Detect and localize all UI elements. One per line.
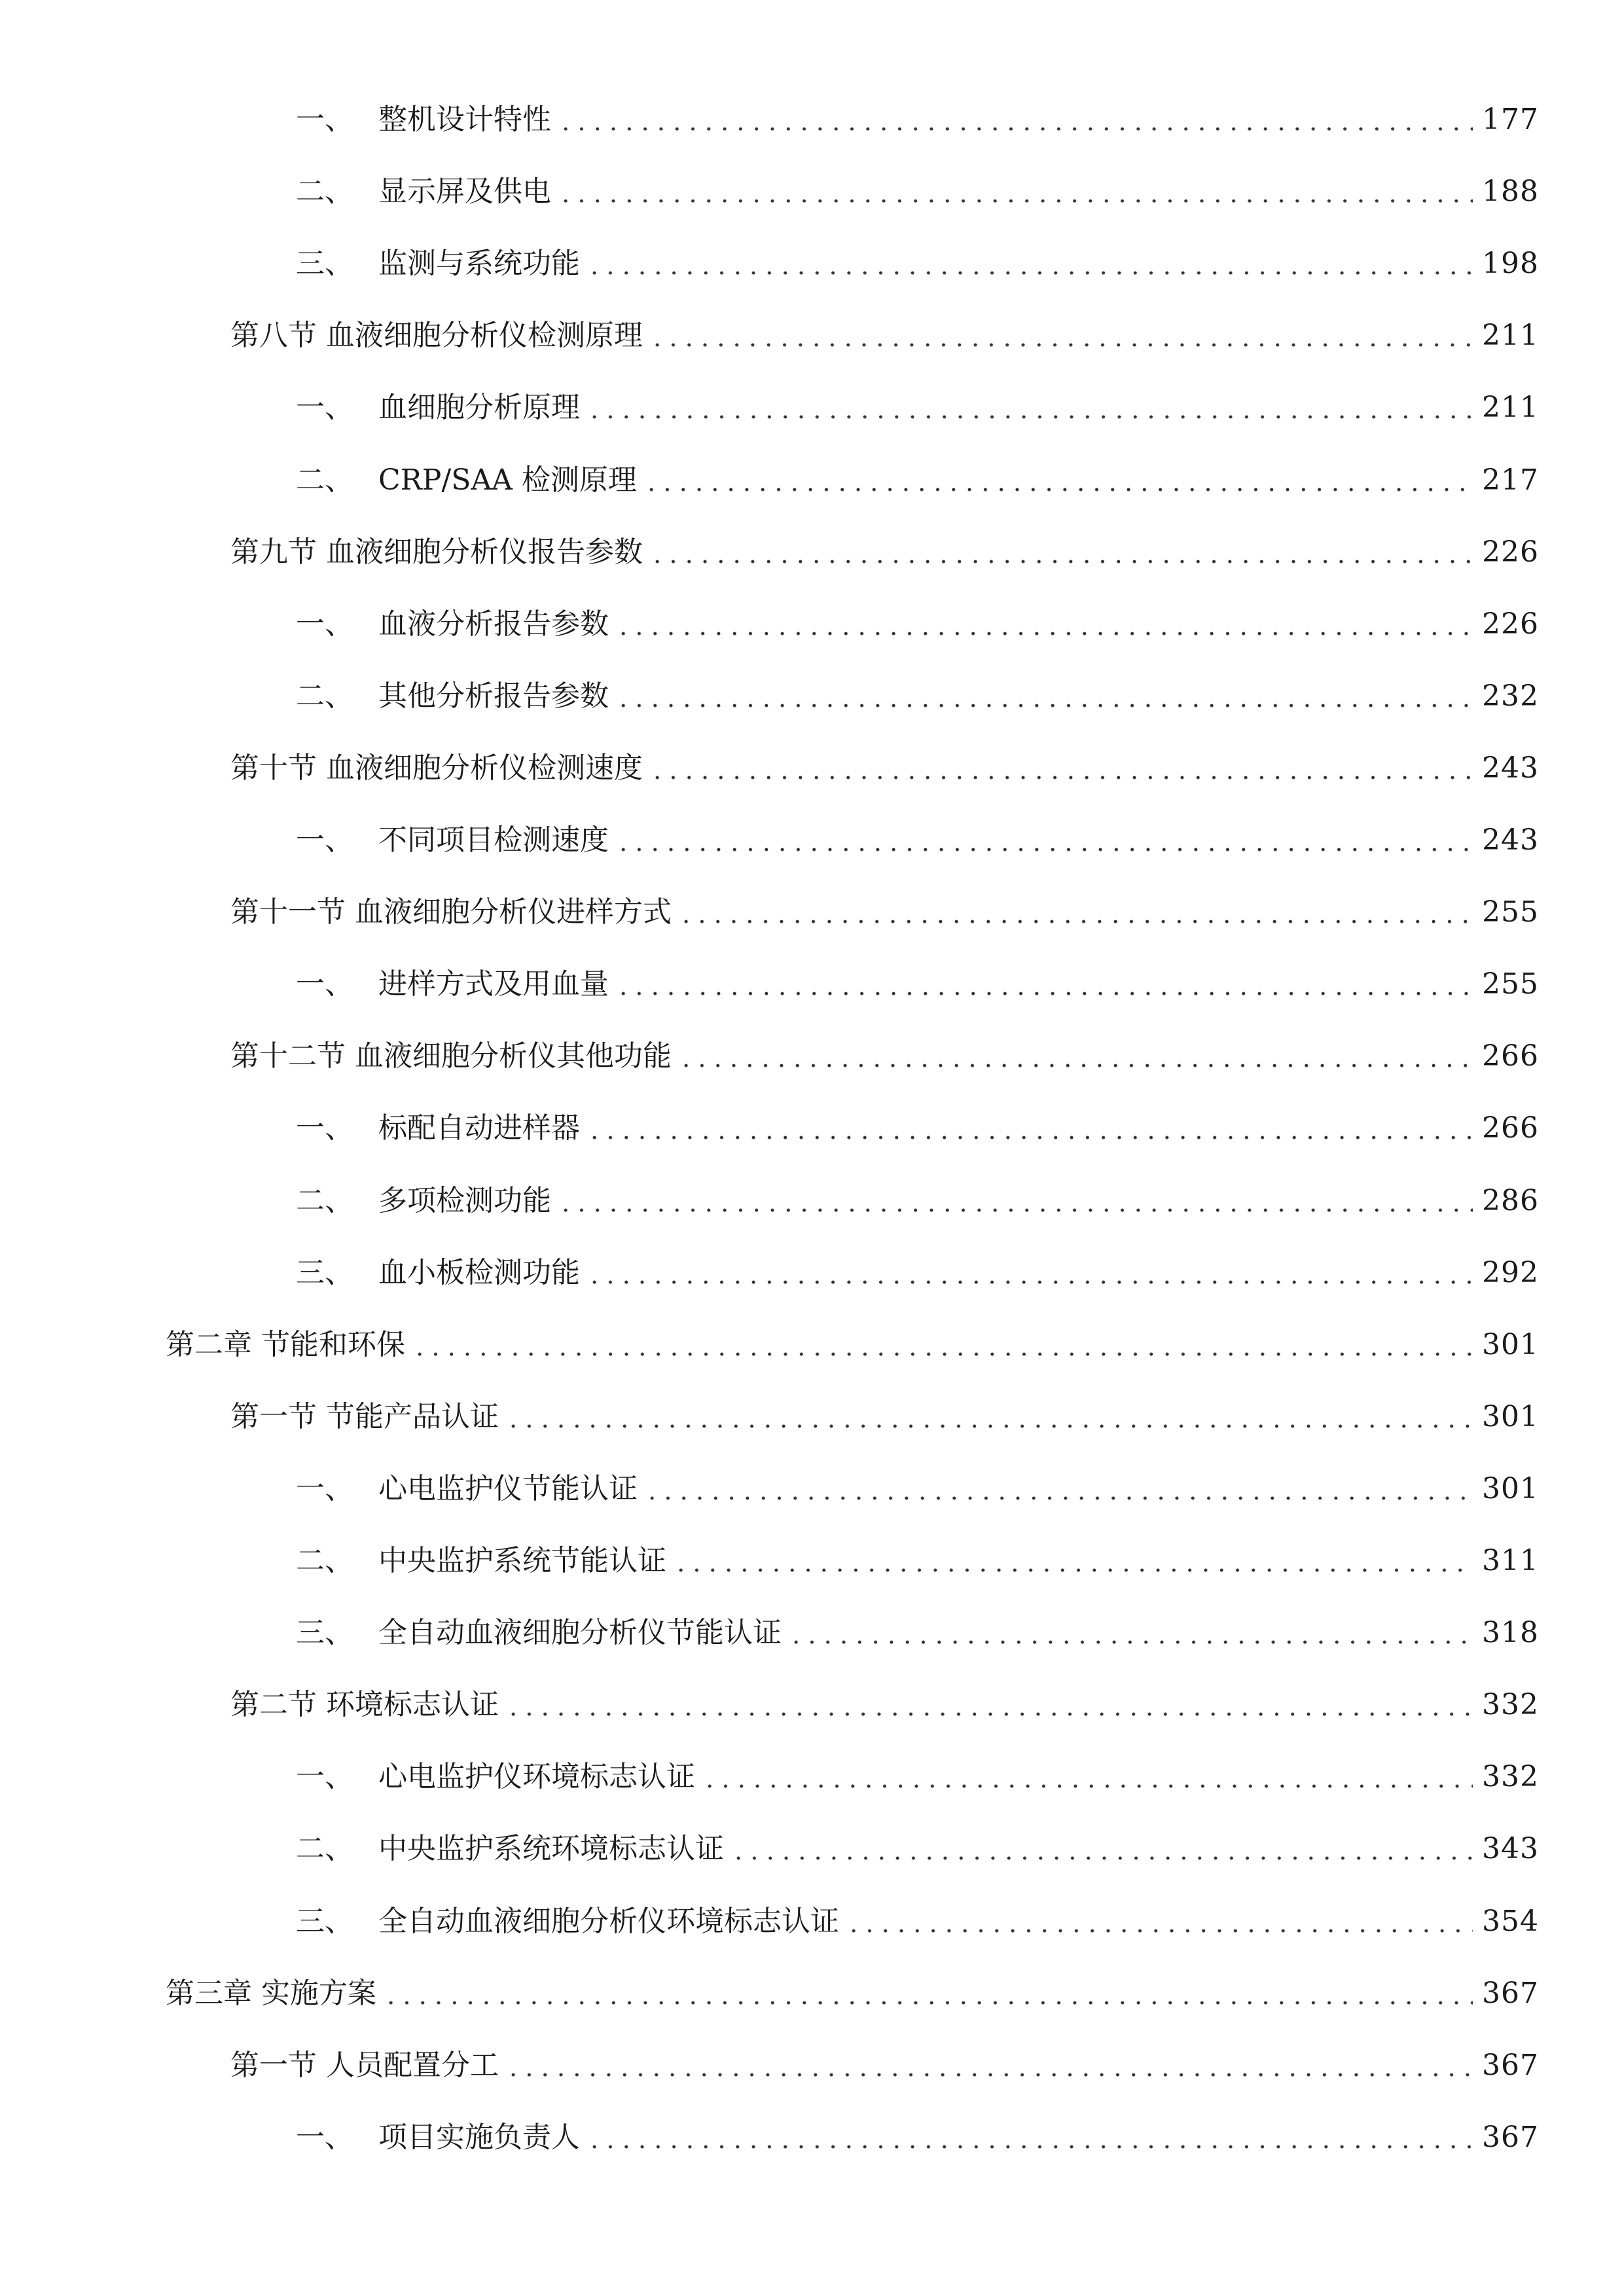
toc-entry[interactable] [296,814,1539,867]
toc-entry-title: 中央监护系统环境标志认证 [378,1832,724,1865]
toc-entry-title: 显示屏及供电 [378,175,551,208]
toc-page-number: 266 [1482,1111,1539,1145]
toc-page-number: 243 [1482,751,1539,785]
toc-dot-leader [678,920,1473,924]
toc-entry[interactable] [296,1535,1539,1587]
toc-entry-number: 一、 [296,1111,353,1145]
toc-page-number: 232 [1482,679,1539,713]
toc-dot-leader [846,1929,1473,1933]
toc-dot-leader [505,1424,1473,1428]
toc-entry-title: 血液分析报告参数 [378,607,609,641]
toc-dot-leader [383,2001,1473,2005]
toc-entry[interactable] [296,670,1539,723]
toc-page-number: 367 [1482,1977,1539,2010]
toc-entry-number: 一、 [296,103,353,136]
toc-entry-title: 不同项目检测速度 [378,823,609,857]
toc-dot-leader [649,560,1473,564]
toc-entry-number: 三、 [296,247,353,280]
toc-entry-number: 二、 [296,463,353,497]
toc-entry-title: 第二章 节能和环保 [166,1328,405,1361]
toc-entry[interactable] [230,310,1539,362]
toc-page-number: 226 [1482,607,1539,641]
toc-dot-leader [558,127,1473,131]
toc-entry-number: 二、 [296,1184,353,1217]
toc-page-number: 318 [1482,1616,1539,1649]
toc-page-number: 266 [1482,1039,1539,1073]
toc-entry-number: 一、 [296,823,353,857]
toc-page-number: 255 [1482,895,1539,929]
toc-entry[interactable] [230,1391,1539,1443]
toc-entry-title: 多项检测功能 [378,1184,551,1217]
toc-page-number: 301 [1482,1328,1539,1361]
toc-entry-title: 全自动血液细胞分析仪节能认证 [378,1616,782,1649]
toc-entry[interactable] [296,1175,1539,1227]
toc-entry-title: 标配自动进样器 [378,1111,580,1145]
toc-entry-title: 第八节 血液细胞分析仪检测原理 [230,319,643,352]
toc-entry-title: 第二节 环境标志认证 [230,1688,499,1721]
toc-entry[interactable] [296,598,1539,651]
toc-page-number: 343 [1482,1832,1539,1865]
toc-page-number: 217 [1482,463,1539,497]
toc-dot-leader [586,2145,1473,2149]
toc-entry-title: 第十节 血液细胞分析仪检测速度 [230,751,643,785]
toc-entry[interactable] [296,166,1539,218]
toc-entry-title: 血小板检测功能 [378,1256,580,1289]
toc-dot-leader [649,343,1473,347]
toc-entry[interactable] [296,382,1539,434]
toc-page-number: 286 [1482,1184,1539,1217]
toc-entry-number: 一、 [296,967,353,1001]
toc-entry-title: 整机设计特性 [378,103,551,136]
toc-dot-leader [615,848,1473,852]
toc-entry-title: 第三章 实施方案 [166,1977,376,2010]
toc-dot-leader [586,415,1473,419]
toc-dot-leader [615,632,1473,636]
toc-entry-number: 三、 [296,1256,353,1289]
toc-dot-leader [702,1784,1473,1788]
toc-entry[interactable] [230,1030,1539,1083]
toc-dot-leader [586,271,1473,275]
toc-page-number: 226 [1482,535,1539,569]
toc-entry[interactable] [230,526,1539,579]
toc-dot-leader [505,1712,1473,1716]
toc-entry-title: 进样方式及用血量 [378,967,609,1001]
toc-entry-title: 监测与系统功能 [378,247,580,280]
toc-entry-title: 第一节 人员配置分工 [230,2049,499,2082]
toc-entry-number: 二、 [296,679,353,713]
toc-dot-leader [644,1496,1473,1500]
toc-dot-leader [788,1640,1473,1644]
toc-entry[interactable] [296,958,1539,1011]
toc-entry[interactable] [296,1607,1539,1659]
toc-dot-leader [586,1136,1473,1139]
toc-entry-title: 第十二节 血液细胞分析仪其他功能 [230,1039,672,1073]
toc-entry-title: 全自动血液细胞分析仪环境标志认证 [378,1905,839,1938]
toc-entry-title: 第九节 血液细胞分析仪报告参数 [230,535,643,569]
toc-dot-leader [673,1568,1473,1572]
toc-dot-leader [586,1280,1473,1284]
toc-entry-title: 中央监护系统节能认证 [378,1544,666,1577]
toc-page-number: 292 [1482,1256,1539,1289]
toc-page-number: 198 [1482,247,1539,280]
toc-entry[interactable] [296,1895,1539,1948]
toc-dot-leader [678,1064,1473,1067]
toc-entry-number: 三、 [296,1616,353,1649]
toc-entry-title: CRP/SAA 检测原理 [378,463,637,497]
toc-dot-leader [505,2073,1473,2077]
toc-dot-leader [615,704,1473,708]
toc-entry-title: 第十一节 血液细胞分析仪进样方式 [230,895,672,929]
toc-entry[interactable] [296,2111,1539,2164]
toc-entry[interactable] [166,1967,1539,2020]
toc-entry-title: 血细胞分析原理 [378,391,580,424]
toc-entry[interactable] [230,1679,1539,1731]
toc-page-number: 332 [1482,1688,1539,1721]
toc-entry-title: 其他分析报告参数 [378,679,609,713]
toc-entry-number: 一、 [296,1760,353,1793]
toc-dot-leader [558,199,1473,203]
toc-dot-leader [643,488,1473,492]
toc-page-number: 301 [1482,1400,1539,1433]
toc-page-number: 311 [1482,1544,1539,1577]
toc-entry[interactable] [230,886,1539,939]
toc-entry[interactable] [230,2039,1539,2092]
toc-entry[interactable] [296,1463,1539,1515]
toc-dot-leader [412,1352,1473,1356]
toc-page-number: 255 [1482,967,1539,1001]
toc-entry[interactable] [166,1319,1539,1371]
toc-page-number: 177 [1482,103,1539,136]
toc-entry[interactable] [296,1102,1539,1155]
toc-entry-title: 第一节 节能产品认证 [230,1400,499,1433]
toc-entry-number: 一、 [296,2121,353,2154]
toc-page-number: 332 [1482,1760,1539,1793]
toc-entry-number: 二、 [296,175,353,208]
toc-dot-leader [558,1208,1473,1212]
toc-entry-number: 二、 [296,1832,353,1865]
toc-entry-number: 一、 [296,1472,353,1505]
toc-dot-leader [649,776,1473,780]
toc-dot-leader [731,1856,1473,1860]
toc-entry-number: 一、 [296,391,353,424]
toc-entry-number: 三、 [296,1905,353,1938]
toc-entry[interactable] [296,1823,1539,1875]
toc-page-number: 367 [1482,2121,1539,2154]
toc-entry-number: 一、 [296,607,353,641]
toc-entry-title: 项目实施负责人 [378,2121,580,2154]
toc-entry-title: 心电监护仪节能认证 [378,1472,638,1505]
toc-page-number: 211 [1482,391,1539,424]
toc-entry[interactable] [296,1247,1539,1299]
toc-entry[interactable] [230,742,1539,795]
toc-entry-title: 心电监护仪环境标志认证 [378,1760,695,1793]
toc-entry[interactable] [296,94,1539,146]
toc-entry[interactable] [296,454,1539,507]
toc-page-number: 301 [1482,1472,1539,1505]
toc-page-number: 243 [1482,823,1539,857]
toc-page-number: 188 [1482,175,1539,208]
toc-entry-number: 二、 [296,1544,353,1577]
toc-page-number: 367 [1482,2049,1539,2082]
toc-page-number: 211 [1482,319,1539,352]
toc-page-number: 354 [1482,1905,1539,1938]
toc-entry[interactable] [296,1751,1539,1803]
toc-dot-leader [615,992,1473,996]
toc-entry[interactable] [296,238,1539,290]
